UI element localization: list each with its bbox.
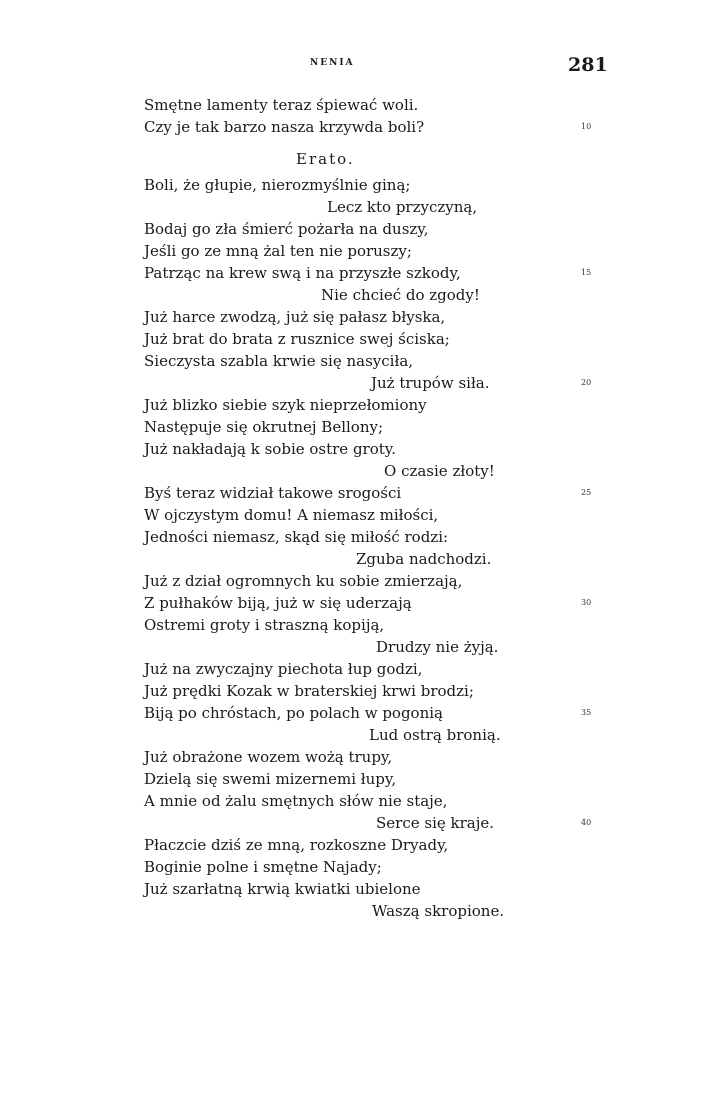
verse-line-text: Już harce zwodzą, już się pałasz błyska,: [144, 308, 446, 326]
verse-line: [144, 240, 664, 262]
verse-line: [144, 724, 664, 746]
verse-line: [144, 394, 664, 416]
verse-line: [144, 504, 664, 526]
verse-line-text: Już blizko siebie szyk nieprzełomiony: [144, 396, 427, 414]
verse-line-text: Już nakładają k sobie ostre groty.: [144, 440, 397, 458]
verse-line: [144, 592, 664, 614]
verse-line-text: Już brat do brata z rusznice swej ściska;: [144, 330, 450, 348]
verse-line-text: Już trupów siła.: [371, 374, 490, 392]
verse-line-text: Jeśli go ze mną żal ten nie poruszy;: [144, 242, 412, 260]
running-head: NENIA: [310, 58, 355, 68]
verse-line: [144, 768, 664, 790]
verse-line: [144, 306, 664, 328]
line-number: 35: [581, 708, 592, 717]
page-number: 281: [568, 54, 608, 76]
verse-line-text: Z pułhaków biją, już w się uderzają: [144, 594, 412, 612]
verse-line: [144, 460, 664, 482]
verse-line-text: Płaczcie dziś ze mną, rozkoszne Dryady,: [144, 836, 449, 854]
verse-line-text: Drudzy nie żyją.: [376, 638, 499, 656]
line-number: 15: [581, 268, 592, 277]
verse-line-text: Lecz kto przyczyną,: [327, 198, 478, 216]
verse-line: [144, 878, 664, 900]
verse-line-text: Już z dział ogromnych ku sobie zmierzają,: [144, 572, 463, 590]
verse-line: [144, 350, 664, 372]
verse-line: [144, 218, 664, 240]
verse-line-text: Patrząc na krew swą i na przyszłe szkody,: [144, 264, 461, 282]
verse-line: [144, 812, 664, 834]
section-heading: [144, 144, 664, 174]
verse-line: [144, 680, 664, 702]
verse-line: [144, 526, 664, 548]
verse-line-text: Smętne lamenty teraz śpiewać woli.: [144, 96, 419, 114]
verse-line-text: Nie chcieć do zgody!: [321, 286, 480, 304]
verse-line-text: Dzielą się swemi mizernemi łupy,: [144, 770, 397, 788]
section-heading-text: Erato.: [296, 150, 355, 168]
line-number: 20: [581, 378, 592, 387]
verse-line-text: Zguba nadchodzi.: [356, 550, 492, 568]
verse-line: [144, 746, 664, 768]
line-number: 40: [581, 818, 592, 827]
verse-line-text: Boli, że głupie, nierozmyślnie giną;: [144, 176, 411, 194]
verse-line-text: Ostremi groty i straszną kopiją,: [144, 616, 385, 634]
verse-line-text: A mnie od żalu smętnych słów nie staje,: [144, 792, 448, 810]
verse-line: [144, 438, 664, 460]
verse-line-text: Już szarłatną krwią kwiatki ubielone: [144, 880, 421, 898]
verse-line: [144, 328, 664, 350]
verse-line-text: Jedności niemasz, skąd się miłość rodzi:: [144, 528, 449, 546]
verse-line: [144, 372, 664, 394]
verse-line: [144, 636, 664, 658]
verse-line: [144, 702, 664, 724]
verse-line-text: Lud ostrą bronią.: [369, 726, 501, 744]
verse-line: [144, 548, 664, 570]
verse-line: [144, 790, 664, 812]
verse-line-text: Czy je tak barzo nasza krzywda boli?: [144, 118, 425, 136]
verse-line-text: Bodaj go zła śmierć pożarła na duszy,: [144, 220, 429, 238]
verse-line-text: Już na zwyczajny piechota łup godzi,: [144, 660, 423, 678]
verse-line: [144, 174, 664, 196]
verse-line: [144, 262, 664, 284]
verse-line-text: W ojczystym domu! A niemasz miłości,: [144, 506, 439, 524]
verse-line: [144, 196, 664, 218]
verse-line: [144, 284, 664, 306]
verse-line-text: O czasie złoty!: [384, 462, 495, 480]
verse-line: [144, 834, 664, 856]
verse-line-text: Waszą skropione.: [372, 902, 505, 920]
line-number: 30: [581, 598, 592, 607]
verse-line-text: Serce się kraje.: [376, 814, 495, 832]
verse-line: [144, 856, 664, 878]
verse-line: [144, 658, 664, 680]
verse-line: [144, 482, 664, 504]
verse-line-text: Sieczysta szabla krwie się nasyciła,: [144, 352, 414, 370]
verse-line: [144, 614, 664, 636]
verse-line-text: Już obrażone wozem wożą trupy,: [144, 748, 393, 766]
verse-line: [144, 900, 664, 922]
verse-line-text: Byś teraz widział takowe srogości: [144, 484, 402, 502]
line-number: 25: [581, 488, 592, 497]
line-number: 10: [581, 122, 592, 131]
verse-line-text: Boginie polne i smętne Najady;: [144, 858, 382, 876]
verse-line: [144, 116, 664, 138]
verse-line-text: Następuje się okrutnej Bellony;: [144, 418, 384, 436]
verse-line-text: Już prędki Kozak w braterskiej krwi brodzi;: [144, 682, 474, 700]
verse-line: [144, 94, 664, 116]
verse-line-text: Biją po chróstach, po polach w pogonią: [144, 704, 443, 722]
verse-line: [144, 416, 664, 438]
poem-text: [144, 94, 664, 922]
verse-line: [144, 570, 664, 592]
